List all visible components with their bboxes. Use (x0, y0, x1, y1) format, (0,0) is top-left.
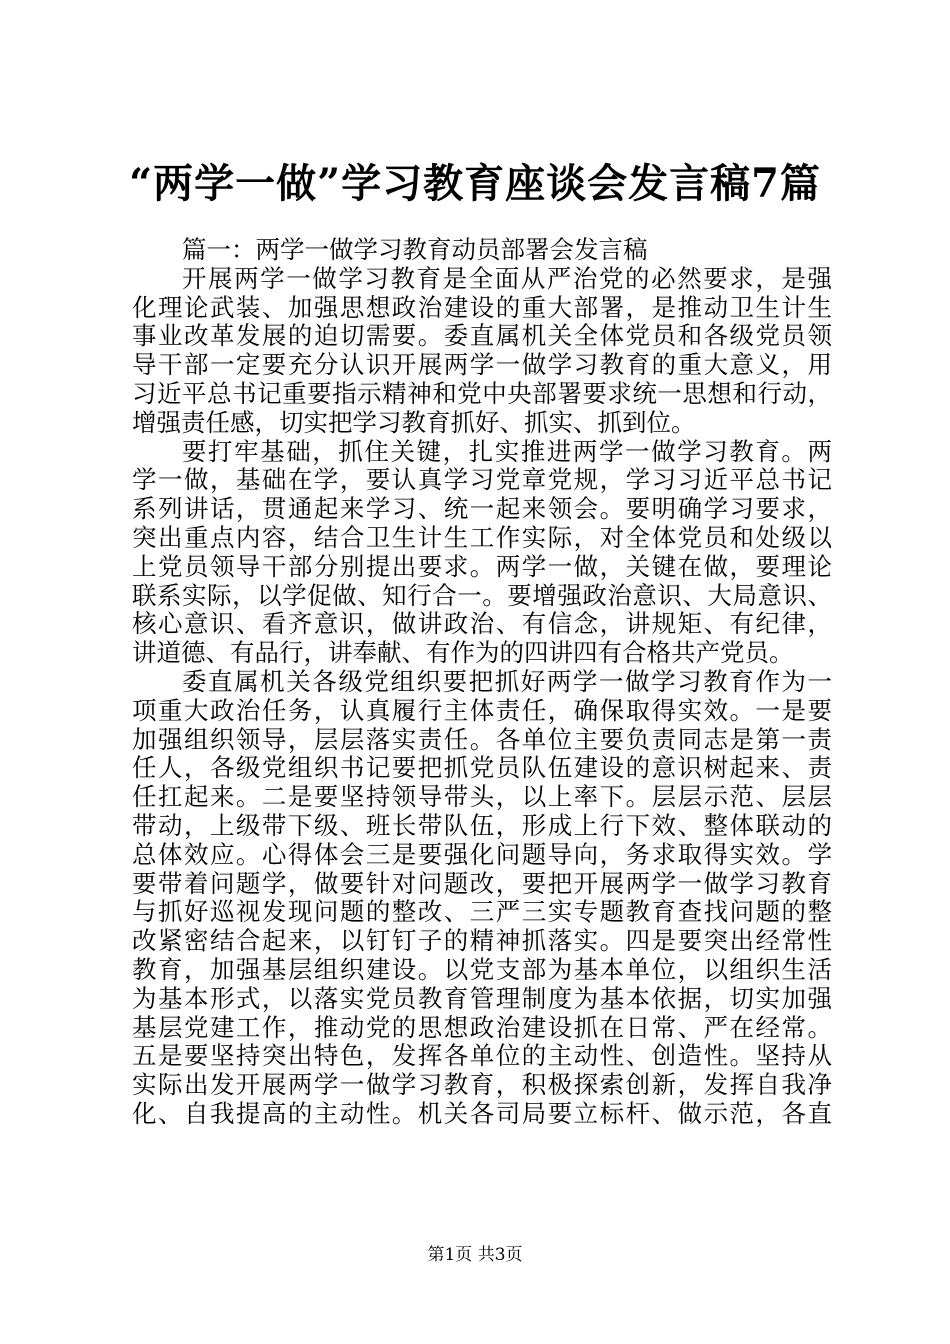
body-line: 五是要坚持突出特色，发挥各单位的主动性、创造性。坚持从 (132, 1041, 832, 1071)
body-line: 联系实际，以学促做、知行合一。要增强政治意识、大局意识、 (132, 580, 832, 610)
document-title: “两学一做”学习教育座谈会发言稿7篇 (129, 160, 821, 207)
body-line: 为基本形式，以落实党员教育管理制度为基本依据，切实加强 (132, 983, 832, 1013)
body-line: 任扛起来。二是要坚持领导带头，以上率下。层层示范、层层 (132, 782, 832, 812)
body-line: 带动，上级带下级、班长带队伍，形成上行下效、整体联动的 (132, 810, 832, 840)
body-line: 导干部一定要充分认识开展两学一做学习教育的重大意义，用 (132, 350, 832, 380)
page-number: 第1页 共3页 (427, 1245, 523, 1265)
body-line: 任人，各级党组织书记要把抓党员队伍建设的意识树起来、责 (132, 753, 832, 783)
body-line: 项重大政治任务，认真履行主体责任，确保取得实效。一是要 (132, 695, 832, 725)
body-line: 篇一：两学一做学习教育动员部署会发言稿 (182, 235, 648, 264)
body-line: 化、自我提高的主动性。机关各司局要立标杆、做示范，各直 (132, 1098, 832, 1128)
body-line: 总体效应。心得体会三是要强化问题导向，务求取得实效。学 (132, 839, 832, 869)
body-line: 突出重点内容，结合卫生计生工作实际，对全体党员和处级以 (132, 522, 832, 552)
body-line: 改紧密结合起来，以钉钉子的精神抓落实。四是要突出经常性 (132, 926, 832, 956)
body-line: 讲道德、有品行，讲奉献、有作为的四讲四有合格共产党员。 (132, 638, 794, 668)
body-line: 加强组织领导，层层落实责任。各单位主要负责同志是第一责 (132, 724, 832, 754)
body-line: 增强责任感，切实把学习教育抓好、抓实、抓到位。 (132, 407, 696, 437)
body-line: 习近平总书记重要指示精神和党中央部署要求统一思想和行动， (132, 378, 832, 408)
body-line: 学一做，基础在学，要认真学习党章党规，学习习近平总书记 (132, 465, 832, 495)
body-line: 基层党建工作，推动党的思想政治建设抓在日常、严在经常。 (132, 1012, 832, 1042)
body-line: 要打牢基础，抓住关键，扎实推进两学一做学习教育。两 (182, 436, 832, 466)
body-line: 要带着问题学，做要针对问题改，要把开展两学一做学习教育 (132, 868, 832, 898)
body-line: 开展两学一做学习教育是全面从严治党的必然要求，是强 (182, 263, 832, 293)
document-body (132, 236, 832, 1129)
body-line: 与抓好巡视发现问题的整改、三严三实专题教育查找问题的整 (132, 897, 832, 927)
body-line: 系列讲话，贯通起来学习、统一起来领会。要明确学习要求， (132, 494, 832, 524)
body-line: 上党员领导干部分别提出要求。两学一做，关键在做，要理论 (132, 551, 832, 581)
body-line: 委直属机关各级党组织要把抓好两学一做学习教育作为一 (182, 666, 832, 696)
body-line: 核心意识、看齐意识，做讲政治、有信念，讲规矩、有纪律， (132, 609, 832, 639)
body-line: 实际出发开展两学一做学习教育，积极探索创新，发挥自我净 (132, 1070, 832, 1100)
body-line: 事业改革发展的迫切需要。委直属机关全体党员和各级党员领 (132, 321, 832, 351)
body-line: 教育，加强基层组织建设。以党支部为基本单位，以组织生活 (132, 954, 832, 984)
body-line: 化理论武装、加强思想政治建设的重大部署，是推动卫生计生 (132, 292, 832, 322)
